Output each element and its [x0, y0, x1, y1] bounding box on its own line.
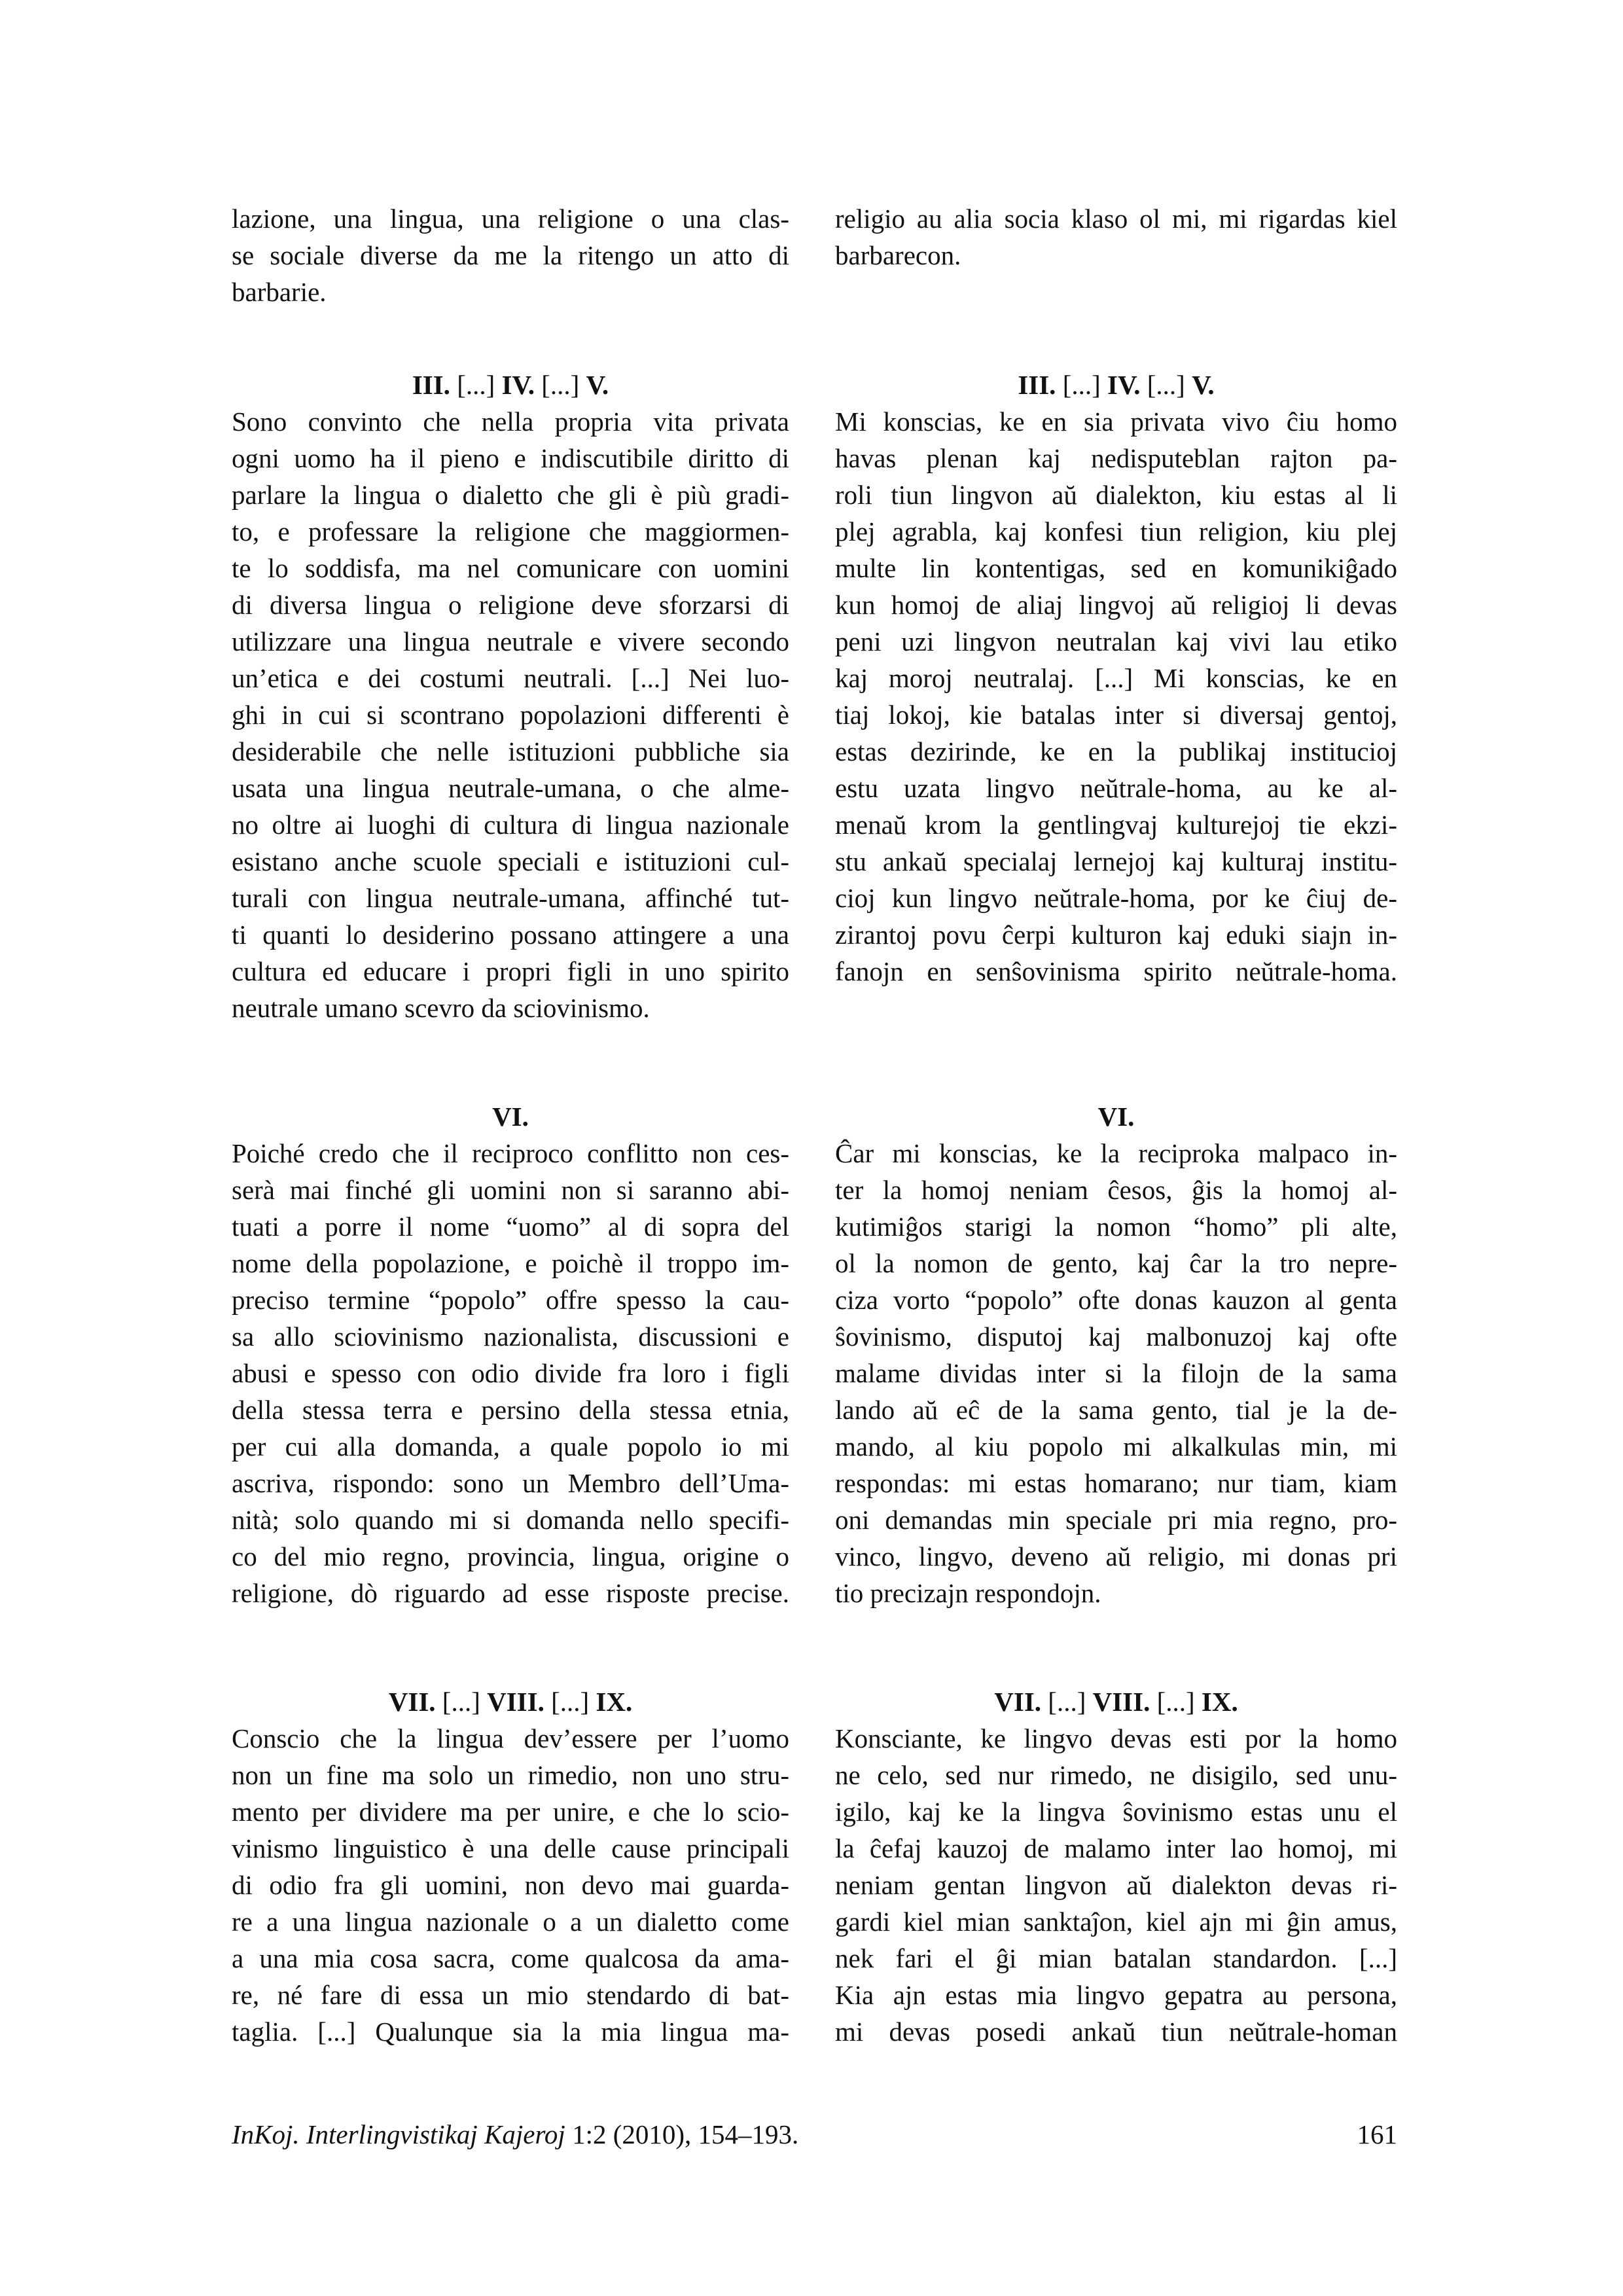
heading-numeral: VIII.	[1092, 1687, 1150, 1717]
text-line: havas plenan kaj nedisputeblan rajton pa-	[835, 443, 1397, 473]
text-line: tio precizajn respondojn.	[835, 1578, 1101, 1608]
heading-numeral: IX.	[1201, 1687, 1238, 1717]
text-line: ti quanti lo desiderino possano attingere a una	[232, 920, 789, 950]
text-line: Conscio che la lingua dev’essere per l’uomo	[232, 1723, 789, 1753]
heading-numeral: IV.	[501, 370, 535, 400]
text-line: estas dezirinde, ke en la publikaj institucioj	[835, 736, 1397, 766]
text-line: cultura ed educare i propri figli in uno spirito	[232, 956, 789, 986]
heading-numeral: III.	[412, 370, 450, 400]
heading-numeral: VI.	[1097, 1102, 1135, 1132]
heading-numeral: V.	[586, 370, 609, 400]
heading-numeral: VII.	[388, 1687, 436, 1717]
text-line: malame dividas inter si la filojn de la sama	[835, 1358, 1397, 1388]
text-line: zirantoj povu ĉerpi kulturon kaj eduki siajn in-	[835, 920, 1397, 950]
text-line: neniam gentan lingvon aŭ dialekton devas ri-	[835, 1870, 1397, 1900]
text-line: esistano anche scuole speciali e istituzioni cul-	[232, 846, 789, 876]
text-line: non un fine ma solo un rimedio, non uno stru-	[232, 1760, 789, 1790]
journal-citation	[232, 2116, 798, 2153]
text-line: nek fari el ĝi mian batalan standardon. [...]	[835, 1943, 1397, 1973]
text-line: religione, dò riguardo ad esse risposte precise.	[232, 1578, 789, 1608]
text-line: ŝovinismo, disputoj kaj malbonuzoj kaj ofte	[835, 1321, 1397, 1352]
text-line: taglia. [...] Qualunque sia la mia lingua ma-	[232, 2017, 789, 2047]
section-heading	[835, 1683, 1397, 1720]
section-body	[232, 1135, 789, 1611]
section-heading	[232, 1098, 789, 1135]
heading-numeral: V.	[1192, 370, 1215, 400]
page-footer	[232, 2116, 1397, 2153]
text-line: mento per dividere ma per unire, e che lo scio-	[232, 1797, 789, 1827]
heading-numeral: III.	[1018, 370, 1056, 400]
section-heading	[835, 367, 1397, 403]
text-line: di odio fra gli uomini, non devo mai guarda-	[232, 1870, 789, 1900]
citation-details: 1:2 (2010), 154–193.	[565, 2119, 799, 2149]
text-line: fanojn en senŝovinisma spirito neŭtrale-homa.	[835, 956, 1397, 986]
text-line: ne celo, sed nur rimedo, ne disigilo, sed unu-	[835, 1760, 1397, 1790]
section-iii-v-esperanto	[835, 367, 1397, 990]
text-line: se sociale diverse da me la ritengo un atto di	[232, 240, 789, 270]
text-line: Mi konscias, ke en sia privata vivo ĉiu homo	[835, 406, 1397, 437]
text-line: ascriva, rispondo: sono un Membro dell’Uma-	[232, 1468, 789, 1498]
text-line: no oltre ai luoghi di cultura di lingua nazionale	[232, 810, 789, 840]
text-line: gardi kiel mian sanktaĵon, kiel ajn mi ĝin amus,	[835, 1907, 1397, 1937]
heading-ellipsis: [...]	[544, 1687, 596, 1717]
text-line: a una mia cosa sacra, come qualcosa da ama-	[232, 1943, 789, 1973]
text-line: tuati a porre il nome “uomo” al di sopra del	[232, 1211, 789, 1242]
text-line: te lo soddisfa, ma nel comunicare con uomini	[232, 553, 789, 583]
document-page	[232, 0, 1397, 2296]
text-line: to, e professare la religione che maggiormen-	[232, 516, 789, 547]
text-line: ol la nomon de gento, kaj ĉar la tro nepre-	[835, 1248, 1397, 1278]
text-line: nità; solo quando mi si domanda nello specifi-	[232, 1505, 789, 1535]
heading-ellipsis: [...]	[1056, 370, 1107, 400]
journal-title: InKoj. Interlingvistikaj Kajeroj	[232, 2119, 565, 2149]
heading-ellipsis: [...]	[1140, 370, 1192, 400]
text-line: multe lin kontentigas, sed en komunikiĝado	[835, 553, 1397, 583]
heading-numeral: VI.	[492, 1102, 529, 1132]
text-line: ciza vorto “popolo” ofte donas kauzon al genta	[835, 1285, 1397, 1315]
section-vii-ix-italian	[232, 1683, 789, 2050]
heading-ellipsis: [...]	[535, 370, 586, 400]
text-line: per cui alla domanda, a quale popolo io mi	[232, 1431, 789, 1462]
section-vii-ix-esperanto	[835, 1683, 1397, 2050]
section-body	[835, 1720, 1397, 2050]
text-line: preciso termine “popolo” offre spesso la cau-	[232, 1285, 789, 1315]
text-line: kaj moroj neutralaj. [...] Mi konscias, ke en	[835, 663, 1397, 693]
text-line: vinismo linguistico è una delle cause principali	[232, 1833, 789, 1863]
text-line: desiderabile che nelle istituzioni pubbliche sia	[232, 736, 789, 766]
text-line: utilizzare una lingua neutrale e vivere secondo	[232, 626, 789, 656]
text-line: kun homoj de aliaj lingvoj aŭ religioj li devas	[835, 590, 1397, 620]
section-heading	[835, 1098, 1397, 1135]
text-line: estu uzata lingvo neŭtrale-homa, au ke al-	[835, 773, 1397, 803]
continuation-paragraph-italian	[232, 200, 789, 310]
heading-numeral: VII.	[994, 1687, 1042, 1717]
text-line: mando, al kiu popolo mi alkalkulas min, mi	[835, 1431, 1397, 1462]
text-line: serà mai finché gli uomini non si saranno abi-	[232, 1175, 789, 1205]
text-line: oni demandas min speciale pri mia regno, pro-	[835, 1505, 1397, 1535]
heading-ellipsis: [...]	[1150, 1687, 1202, 1717]
section-vi-italian	[232, 1098, 789, 1611]
text-line: vinco, lingvo, deveno aŭ religio, mi donas pri	[835, 1541, 1397, 1571]
text-line: stu ankaŭ specialaj lernejoj kaj kulturaj institu-	[835, 846, 1397, 876]
text-line: un’etica e dei costumi neutrali. [...] Nei luo-	[232, 663, 789, 693]
section-vi-esperanto	[835, 1098, 1397, 1611]
heading-numeral: VIII.	[487, 1687, 544, 1717]
text-line: nome della popolazione, e poichè il troppo im-	[232, 1248, 789, 1278]
text-line: plej agrabla, kaj konfesi tiun religion, kiu plej	[835, 516, 1397, 547]
text-line: Kia ajn estas mia lingvo gepatra au persona,	[835, 1980, 1397, 2010]
text-line: lazione, una lingua, una religione o una clas-	[232, 204, 789, 234]
text-line: mi devas posedi ankaŭ tiun neŭtrale-homan	[835, 2017, 1397, 2047]
text-line: usata una lingua neutrale-umana, o che alme-	[232, 773, 789, 803]
text-line: della stessa terra e persino della stessa etnia,	[232, 1395, 789, 1425]
text-line: neutrale umano scevro da sciovinismo.	[232, 993, 650, 1023]
text-line: abusi e spesso con odio divide fra loro i figli	[232, 1358, 789, 1388]
heading-ellipsis: [...]	[450, 370, 502, 400]
text-line: re, né fare di essa un mio stendardo di bat-	[232, 1980, 789, 2010]
section-heading	[232, 367, 789, 403]
section-heading	[232, 1683, 789, 1720]
text-line: Ĉar mi konscias, ke la reciproka malpaco in-	[835, 1138, 1397, 1168]
text-line: respondas: mi estas homarano; nur tiam, kiam	[835, 1468, 1397, 1498]
text-line: kutimiĝos starigi la nomon “homo” pli alte,	[835, 1211, 1397, 1242]
text-line: tiaj lokoj, kie batalas inter si diversaj gentoj,	[835, 700, 1397, 730]
text-line: parlare la lingua o dialetto che gli è più gradi-	[232, 480, 789, 510]
heading-ellipsis: [...]	[1041, 1687, 1093, 1717]
heading-ellipsis: [...]	[435, 1687, 488, 1717]
text-line: di diversa lingua o religione deve sforzarsi di	[232, 590, 789, 620]
section-body	[835, 403, 1397, 990]
text-line: ghi in cui si scontrano popolazioni differenti è	[232, 700, 789, 730]
text-line: Sono convinto che nella propria vita privata	[232, 406, 789, 437]
text-line: Poiché credo che il reciproco conflitto non ces-	[232, 1138, 789, 1168]
text-line: ogni uomo ha il pieno e indiscutibile diritto di	[232, 443, 789, 473]
section-body	[232, 403, 789, 1026]
text-line: lando aŭ eĉ de la sama gento, tial je la de-	[835, 1395, 1397, 1425]
text-line: barbarie.	[232, 277, 327, 307]
text-line: turali con lingua neutrale-umana, affinché tut-	[232, 883, 789, 913]
heading-numeral: IV.	[1107, 370, 1141, 400]
text-line: la ĉefaj kauzoj de malamo inter lao homoj, mi	[835, 1833, 1397, 1863]
text-line: menaŭ krom la gentlingvaj kulturejoj tie ekzi-	[835, 810, 1397, 840]
heading-numeral: IX.	[596, 1687, 633, 1717]
text-line: cioj kun lingvo neŭtrale-homa, por ke ĉiuj de-	[835, 883, 1397, 913]
text-line: religio au alia socia klaso ol mi, mi rigardas kiel	[835, 204, 1397, 234]
continuation-paragraph-esperanto	[835, 200, 1397, 274]
text-line: roli tiun lingvon aŭ dialekton, kiu estas al li	[835, 480, 1397, 510]
section-iii-v-italian	[232, 367, 789, 1026]
text-line: co del mio regno, provincia, lingua, origine o	[232, 1541, 789, 1571]
text-line: sa allo sciovinismo nazionalista, discussioni e	[232, 1321, 789, 1352]
text-line: barbarecon.	[835, 240, 961, 270]
text-line: ter la homoj neniam ĉesos, ĝis la homoj al-	[835, 1175, 1397, 1205]
section-body	[835, 1135, 1397, 1611]
text-line: Konsciante, ke lingvo devas esti por la homo	[835, 1723, 1397, 1753]
section-body	[232, 1720, 789, 2050]
page-number: 161	[1357, 2119, 1397, 2149]
text-line: igilo, kaj ke la lingva ŝovinismo estas unu el	[835, 1797, 1397, 1827]
text-line: peni uzi lingvon neutralan kaj vivi lau etiko	[835, 626, 1397, 656]
text-line: re a una lingua nazionale o a un dialetto come	[232, 1907, 789, 1937]
